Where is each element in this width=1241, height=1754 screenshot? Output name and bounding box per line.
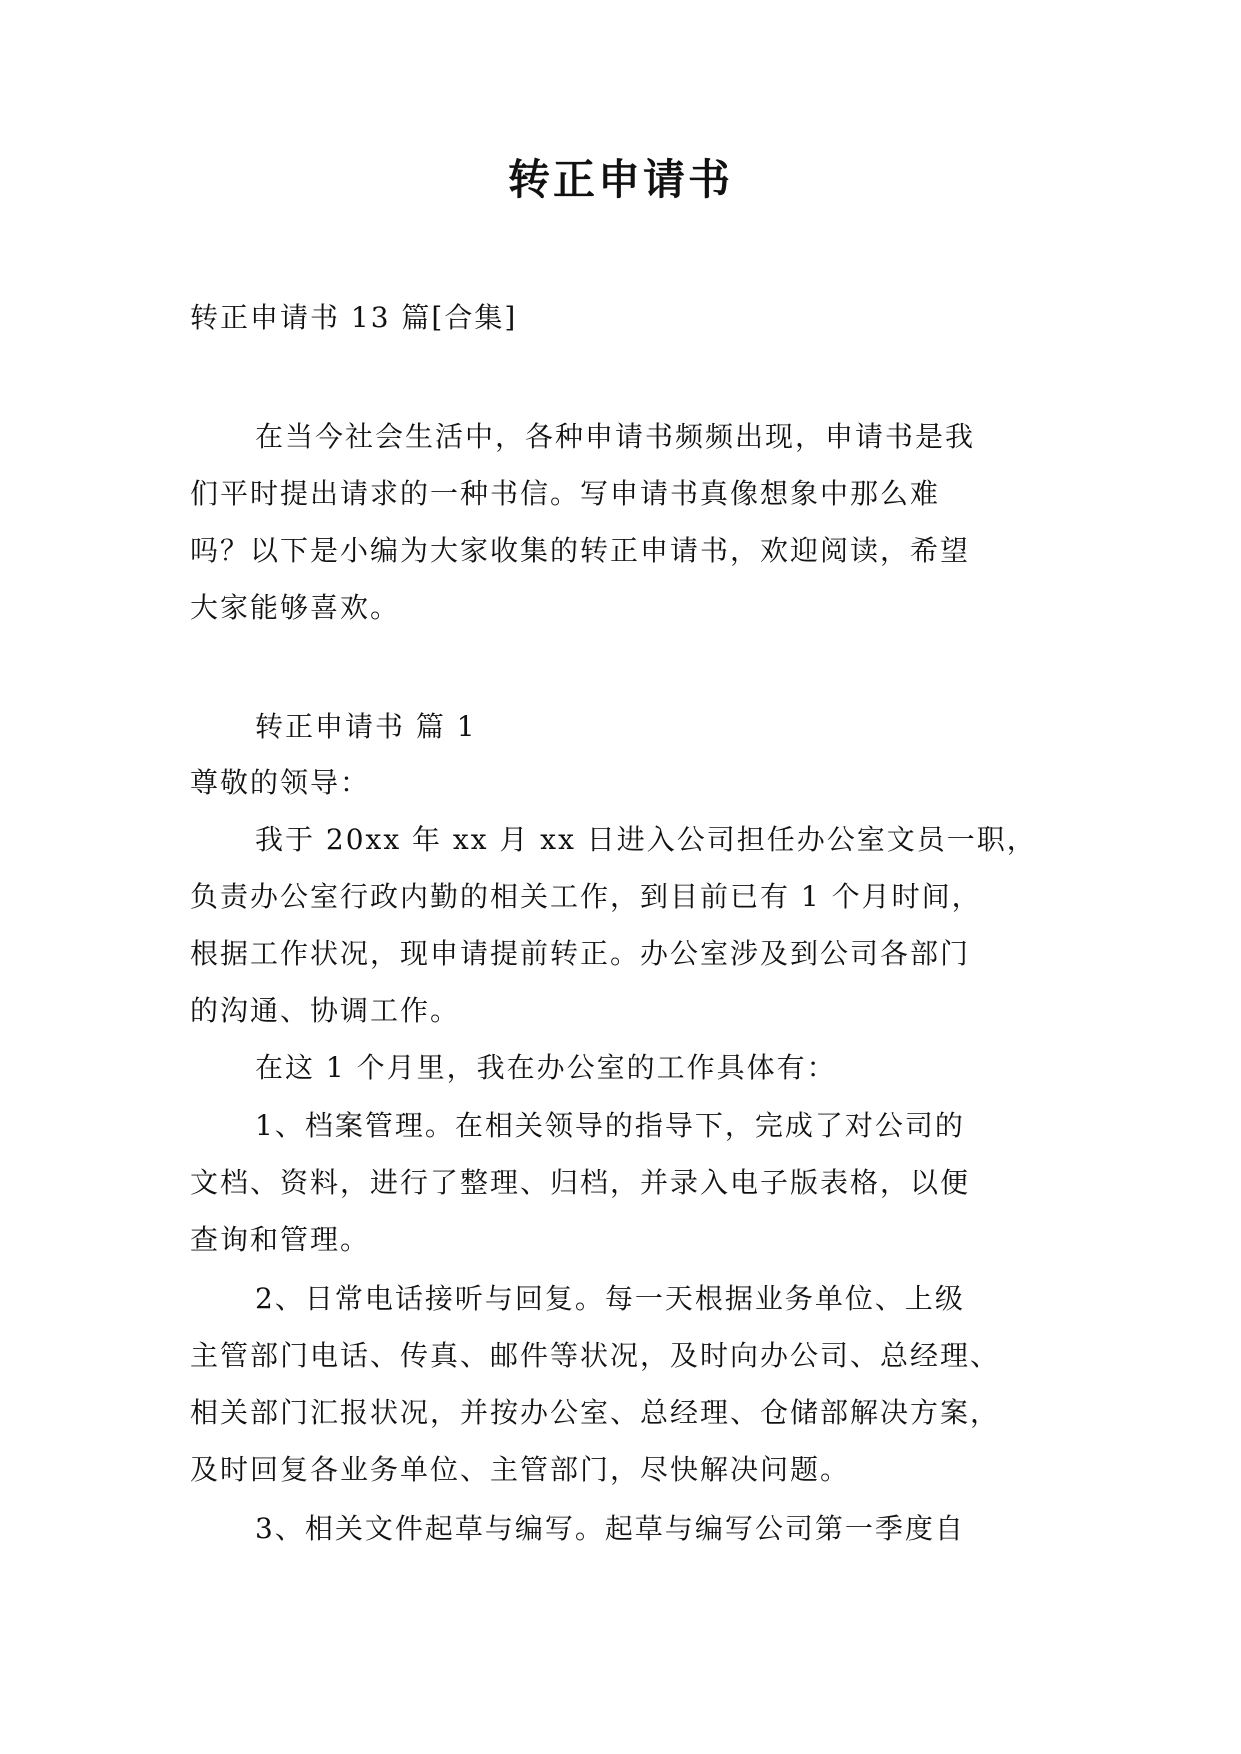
item2-line-2: 主管部门电话、传真、邮件等状况，及时向办公司、总经理、 — [190, 1339, 1001, 1372]
intro-line-1: 在当今社会生活中，各种申请书频频出现，申请书是我 — [255, 420, 976, 453]
intro-line-2: 们平时提出请求的一种书信。写申请书真像想象中那么难 — [190, 477, 941, 510]
paragraph1-line-3: 根据工作状况，现申请提前转正。办公室涉及到公司各部门 — [190, 937, 971, 970]
item3-line-1: 3、相关文件起草与编写。起草与编写公司第一季度自 — [255, 1512, 965, 1545]
paragraph1-line-1: 我于 20xx 年 xx 月 xx 日进入公司担任办公室文员一职， — [255, 823, 1037, 856]
document-title: 转正申请书 — [507, 155, 733, 204]
document-subtitle: 转正申请书 13 篇[合集] — [190, 301, 518, 334]
paragraph1-line-2: 负责办公室行政内勤的相关工作，到目前已有 1 个月时间， — [190, 880, 982, 913]
item1-line-2: 文档、资料，进行了整理、归档，并录入电子版表格，以便 — [190, 1166, 971, 1199]
intro-line-4: 大家能够喜欢。 — [190, 591, 401, 624]
salutation: 尊敬的领导： — [190, 766, 371, 799]
intro-line-3: 吗？以下是小编为大家收集的转正申请书，欢迎阅读，希望 — [190, 534, 971, 567]
item1-line-3: 查询和管理。 — [190, 1223, 371, 1256]
paragraph2: 在这 1 个月里，我在办公室的工作具体有： — [255, 1051, 837, 1084]
section-heading: 转正申请书 篇 1 — [255, 710, 477, 743]
item2-line-1: 2、日常电话接听与回复。每一天根据业务单位、上级 — [255, 1282, 965, 1315]
item2-line-4: 及时回复各业务单位、主管部门，尽快解决问题。 — [190, 1453, 851, 1486]
item2-line-3: 相关部门汇报状况，并按办公室、总经理、仓储部解决方案， — [190, 1396, 1001, 1429]
item1-line-1: 1、档案管理。在相关领导的指导下，完成了对公司的 — [255, 1109, 965, 1142]
paragraph1-line-4: 的沟通、协调工作。 — [190, 994, 461, 1027]
